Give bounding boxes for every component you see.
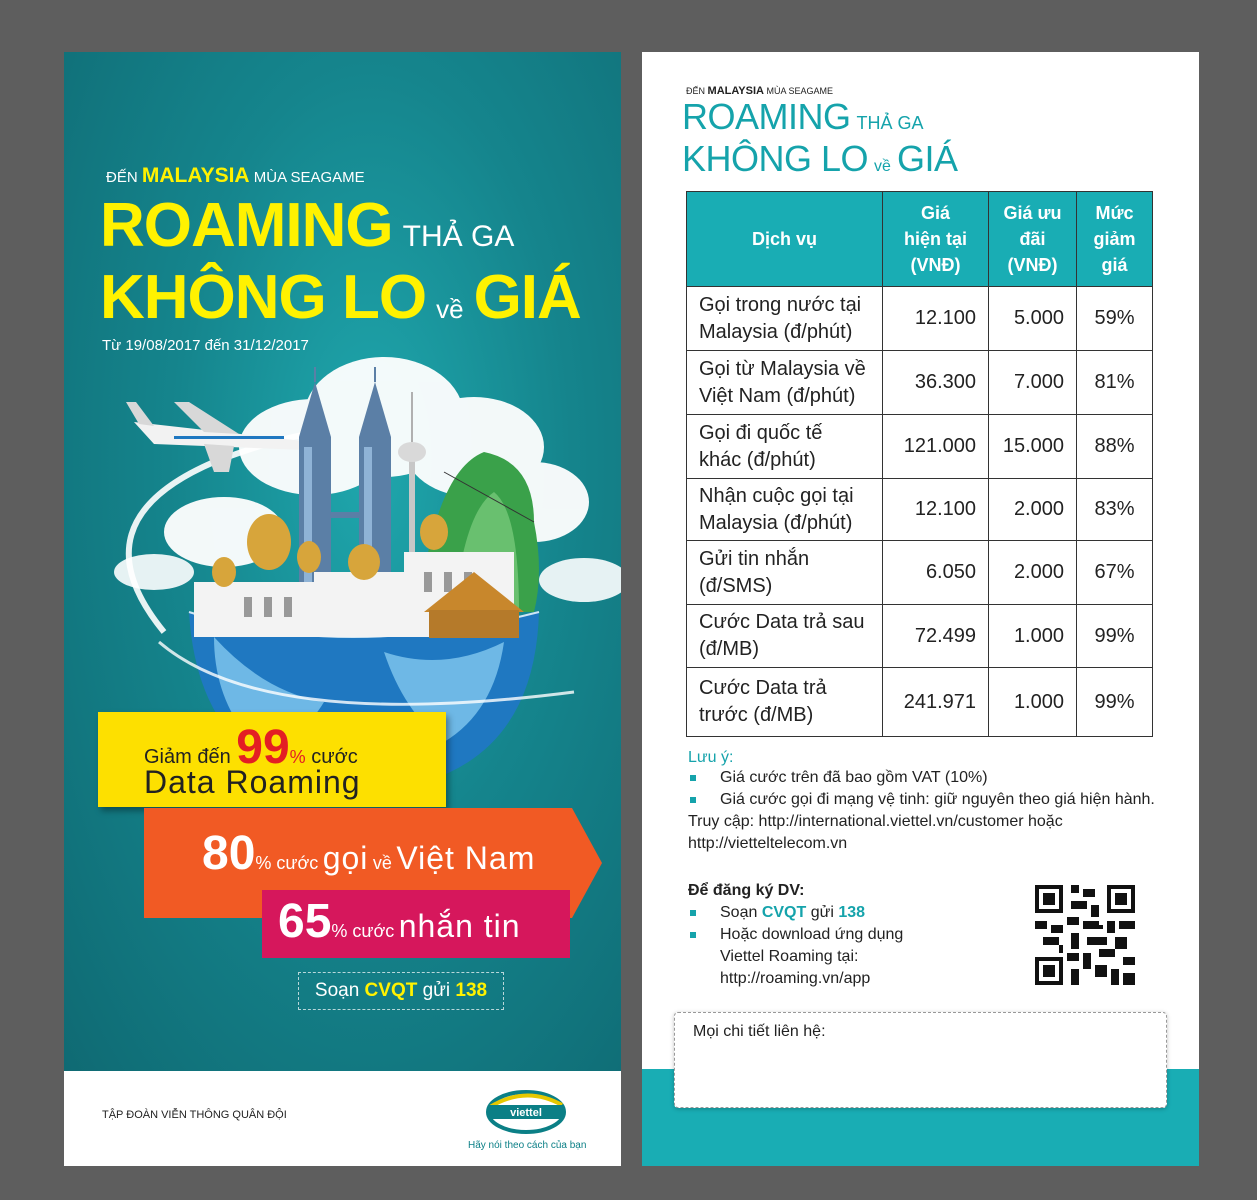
table-row <box>687 415 1153 479</box>
promo1-pct: % <box>289 747 306 767</box>
note-text: Giá cước gọi đi mạng vệ tinh: giữ nguyên theo giá hiện hành. <box>720 791 1155 808</box>
notes-section <box>688 749 1168 855</box>
sms-number: 138 <box>455 980 488 1001</box>
note-text: Giá cước trên đã bao gồm VAT (10%) <box>720 769 988 786</box>
promo1-prefix: Giảm đến <box>144 746 231 768</box>
promo2-ve: về <box>372 853 392 873</box>
promo-price-cell: 15.000 <box>989 415 1077 479</box>
note-item <box>688 789 1168 811</box>
promo-price-cell: 1.000 <box>989 668 1077 737</box>
back-kicker-country: MALAYSIA <box>707 85 764 97</box>
promo2-number: 80 <box>202 827 256 880</box>
front-headline-line2 <box>100 262 581 333</box>
service-cell: Gọi trong nước tại Malaysia (đ/phút) <box>687 287 883 351</box>
access-line-1: Truy cập: http://international.viettel.vn/customer hoặc <box>688 813 1063 830</box>
sms-code: CVQT <box>364 980 418 1001</box>
col-header-service: Dịch vụ <box>687 192 883 287</box>
col-header-discount: Mức giảm giá <box>1077 192 1153 287</box>
bullet-icon <box>690 910 696 916</box>
promo2-text <box>202 826 535 881</box>
table-row <box>687 479 1153 541</box>
current-price-cell: 241.971 <box>883 668 989 737</box>
back-kicker-prefix: ĐẾN <box>686 86 706 96</box>
current-price-cell: 72.499 <box>883 605 989 668</box>
sms-soan: Soạn <box>314 980 360 1001</box>
promo2-goi: gọi <box>322 840 369 876</box>
headline-tha-ga: THẢ GA <box>402 220 515 253</box>
bullet-icon <box>690 797 696 803</box>
service-cell: Nhận cuộc gọi tại Malaysia (đ/phút) <box>687 479 883 541</box>
slogan: Hãy nói theo cách của bạn <box>468 1140 587 1151</box>
back-headline-khong-lo: KHÔNG LO <box>682 138 869 179</box>
back-headline-ve: về <box>874 158 891 175</box>
corp-name: TẬP ĐOÀN VIỄN THÔNG QUÂN ĐỘI <box>102 1109 287 1121</box>
reg-number: 138 <box>838 904 866 921</box>
access-line-2: http://vietteltelecom.vn <box>688 835 848 852</box>
discount-cell: 81% <box>1077 351 1153 415</box>
reg-app-link: http://roaming.vn/app <box>720 970 871 987</box>
reg-code: CVQT <box>761 904 807 921</box>
front-headline-line1 <box>100 190 514 261</box>
register-item-cont <box>688 968 903 990</box>
register-section <box>688 880 903 990</box>
discount-cell: 59% <box>1077 287 1153 351</box>
promo-sms <box>262 890 570 958</box>
front-flyer <box>64 52 621 1166</box>
promo1-number: 99 <box>236 721 290 774</box>
service-cell: Cước Data trả trước (đ/MB) <box>687 668 883 737</box>
service-cell: Gửi tin nhắn (đ/SMS) <box>687 541 883 605</box>
discount-cell: 88% <box>1077 415 1153 479</box>
headline-ve: về <box>436 294 464 324</box>
svg-text:viettel: viettel <box>510 1107 542 1119</box>
col-header-current-price: Giá hiện tại (VNĐ) <box>883 192 989 287</box>
promo2-pct: % cước <box>255 853 319 873</box>
promo-data-roaming <box>98 712 446 807</box>
note-item <box>688 767 1168 789</box>
reg-gui: gửi <box>810 904 834 921</box>
register-item <box>688 924 903 946</box>
table-row <box>687 605 1153 668</box>
qr-code-icon <box>1035 885 1135 985</box>
promo2-vn: Việt Nam <box>396 840 536 876</box>
table-row <box>687 287 1153 351</box>
back-headline-roaming: ROAMING <box>682 96 851 137</box>
back-headline-tha-ga: THẢ GA <box>856 113 924 133</box>
kicker-prefix: ĐẾN <box>106 169 138 186</box>
promo-price-cell: 1.000 <box>989 605 1077 668</box>
register-item <box>688 902 903 924</box>
sms-gui: gửi <box>422 980 451 1001</box>
back-flyer <box>642 52 1199 1166</box>
discount-cell: 99% <box>1077 668 1153 737</box>
kicker-suffix: MÙA SEAGAME <box>253 169 365 186</box>
front-footer <box>64 1071 621 1166</box>
discount-cell: 83% <box>1077 479 1153 541</box>
contact-label: Mọi chi tiết liên hệ: <box>693 1023 826 1040</box>
kicker-country: MALAYSIA <box>141 164 250 187</box>
register-title: Để đăng ký DV: <box>688 882 805 899</box>
promo-price-cell: 2.000 <box>989 479 1077 541</box>
service-cell: Gọi đi quốc tế khác (đ/phút) <box>687 415 883 479</box>
promo3-text <box>278 894 521 949</box>
promo-price-cell: 7.000 <box>989 351 1077 415</box>
promo1-suffix: cước <box>311 746 358 768</box>
promo-price-cell: 2.000 <box>989 541 1077 605</box>
promo-price-cell: 5.000 <box>989 287 1077 351</box>
contact-box <box>674 1012 1167 1108</box>
reg-app-line2: Viettel Roaming tại: <box>720 948 859 965</box>
promo3-pct: % cước <box>331 921 395 941</box>
bullet-icon <box>690 932 696 938</box>
discount-cell: 99% <box>1077 605 1153 668</box>
back-headline-gia: GIÁ <box>896 138 958 179</box>
current-price-cell: 12.100 <box>883 479 989 541</box>
notes-title: Lưu ý: <box>688 749 734 766</box>
date-range: Từ 19/08/2017 đến 31/12/2017 <box>102 337 309 354</box>
table-row <box>687 668 1153 737</box>
promo3-number: 65 <box>278 895 332 948</box>
reg-soan: Soạn <box>720 904 758 921</box>
price-table <box>686 191 1153 737</box>
sms-instruction-box <box>298 972 504 1010</box>
table-header-row <box>687 192 1153 287</box>
table-row <box>687 541 1153 605</box>
flyer-artwork <box>64 52 621 1071</box>
front-kicker <box>106 164 365 188</box>
service-cell: Cước Data trả sau (đ/MB) <box>687 605 883 668</box>
headline-khong-lo: KHÔNG LO <box>100 263 427 332</box>
col-header-promo-price: Giá ưu đãi (VNĐ) <box>989 192 1077 287</box>
back-kicker-suffix: MÙA SEAGAME <box>766 86 833 96</box>
current-price-cell: 36.300 <box>883 351 989 415</box>
back-headline-line1 <box>682 96 924 138</box>
bullet-icon <box>690 775 696 781</box>
reg-app-line1: Hoặc download ứng dụng <box>720 926 904 943</box>
viettel-logo <box>484 1085 568 1139</box>
current-price-cell: 12.100 <box>883 287 989 351</box>
service-cell: Gọi từ Malaysia về Việt Nam (đ/phút) <box>687 351 883 415</box>
current-price-cell: 121.000 <box>883 415 989 479</box>
headline-gia: GIÁ <box>473 263 581 332</box>
discount-cell: 67% <box>1077 541 1153 605</box>
table-row <box>687 351 1153 415</box>
back-headline-line2 <box>682 138 957 180</box>
register-item-cont <box>688 946 903 968</box>
headline-roaming: ROAMING <box>100 191 393 260</box>
current-price-cell: 6.050 <box>883 541 989 605</box>
promo3-label: nhắn tin <box>398 908 521 944</box>
promo1-line2: Data Roaming <box>144 764 361 800</box>
